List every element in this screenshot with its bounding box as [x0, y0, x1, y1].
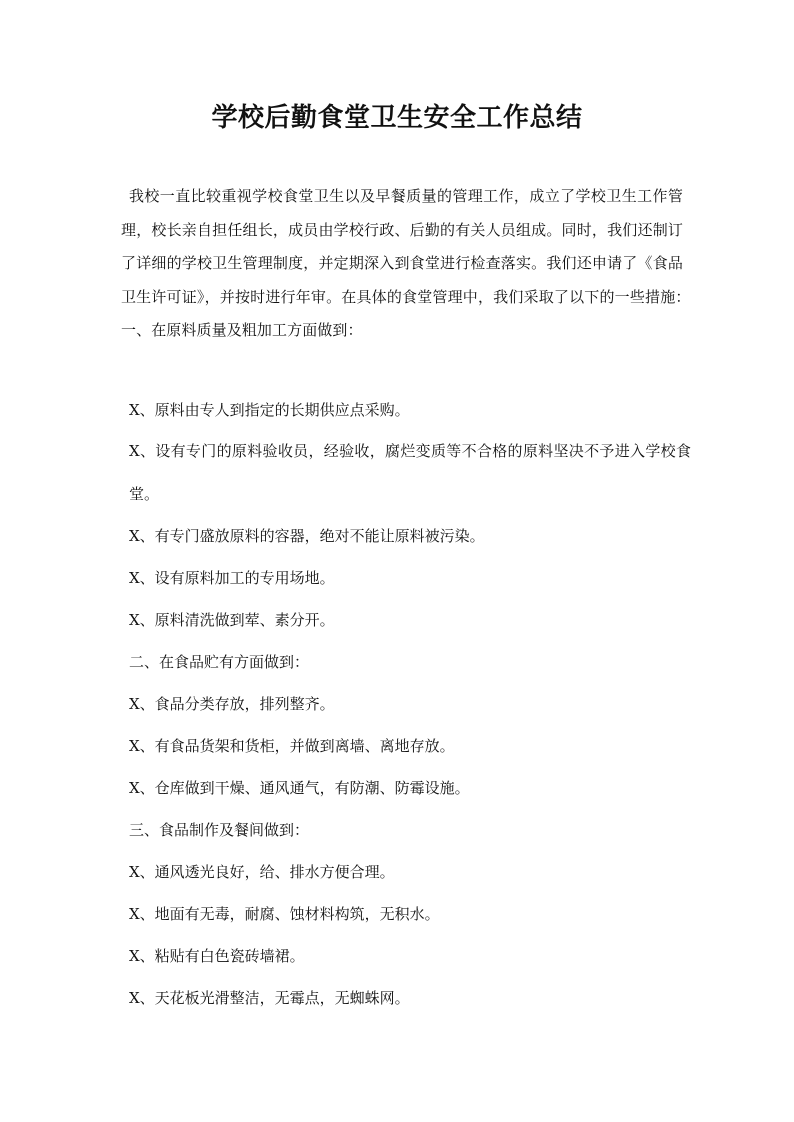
intro-paragraph: 我校一直比较重视学校食堂卫生以及早餐质量的管理工作，成立了学校卫生工作管理，校长亲自担任组长，成员由学校行政、后勤的有关人员组成。同时，我们还制订了详细的学校卫生管理制度，并定期深入到食堂进行检查落实。我们还申请了《食品卫生许可证》，并按时进行年审。在具体的食堂管理中，我们采取了以下的一些措施： 一、在原料质量及粗加工方面做到：: [121, 187, 699, 339]
list-item: X、仓库做到干燥、通风通气，有防潮、防霉设施。: [129, 779, 470, 797]
list-item: X、粘贴有白色瓷砖墙裙。: [129, 947, 305, 965]
list-item: X、通风透光良好，给、排水方便合理。: [129, 863, 395, 881]
document-title: 学校后勤食堂卫生安全工作总结: [211, 103, 583, 133]
list-item: X、食品分类存放，排列整齐。: [129, 695, 335, 713]
list-item: X、原料由专人到指定的长期供应点采购。: [129, 401, 410, 419]
list-item: X、设有专门的原料验收员，经验收，腐烂变质等不合格的原料坚决不予进入学校食堂。: [129, 442, 691, 503]
section-heading: 三、食品制作及餐间做到：: [129, 821, 310, 839]
list-item: X、天花板光滑整洁，无霉点，无蜘蛛网。: [129, 989, 410, 1007]
list-item: X、有专门盛放原料的容器，绝对不能让原料被污染。: [129, 527, 485, 545]
list-item: X、原料清洗做到荤、素分开。: [129, 611, 335, 629]
list-item: X、地面有无毒，耐腐、蚀材料构筑，无积水。: [129, 905, 440, 923]
list-item: X、有食品货架和货柜，并做到离墙、离地存放。: [129, 737, 455, 755]
list-item: X、设有原料加工的专用场地。: [129, 569, 335, 587]
section-heading: 二、在食品贮有方面做到：: [129, 653, 310, 671]
